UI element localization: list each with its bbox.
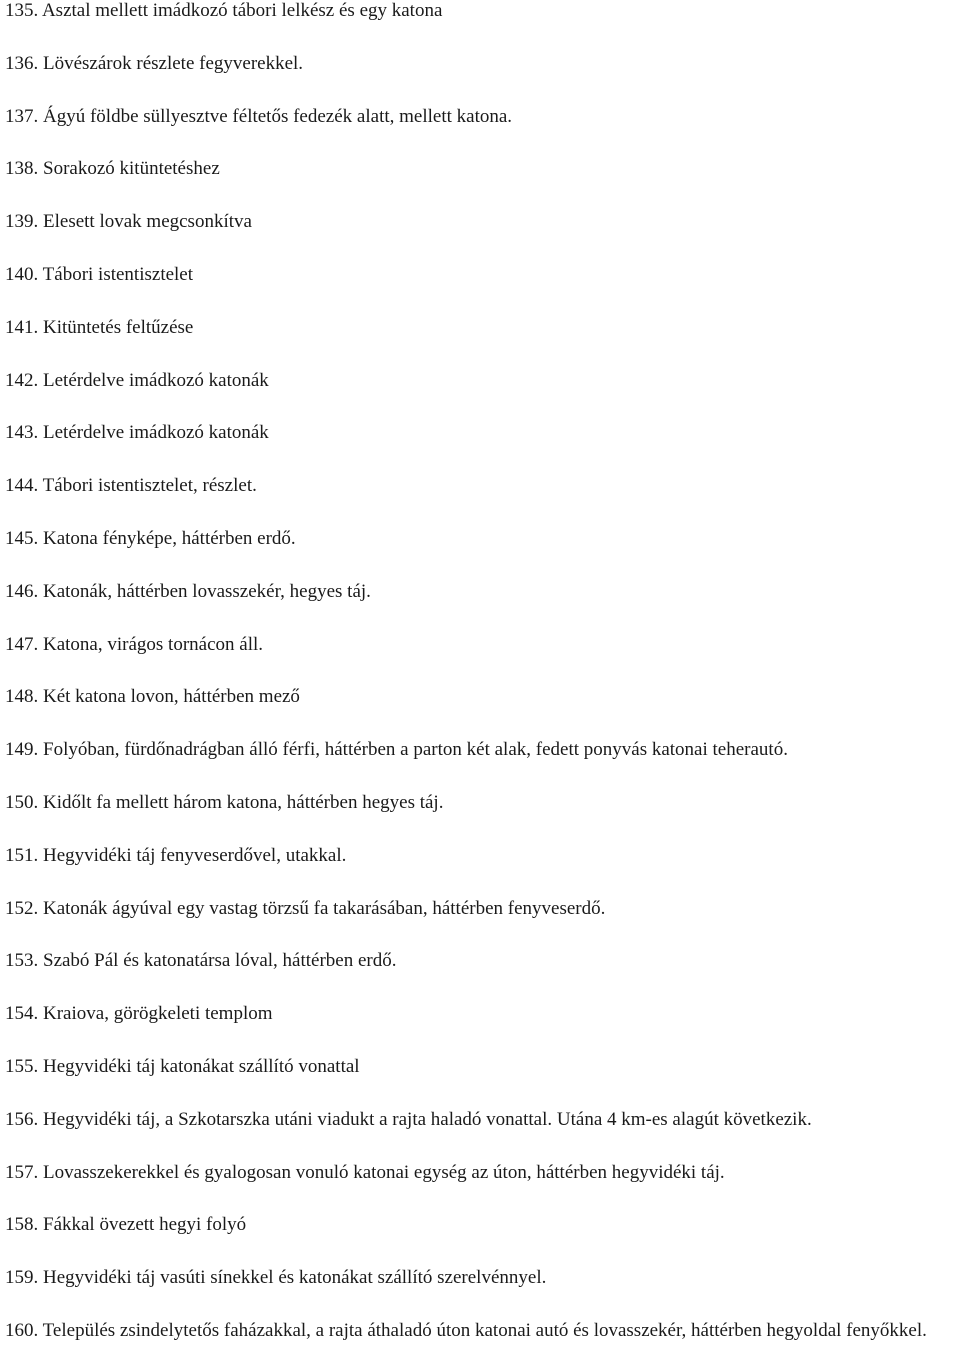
caption-entry-160: 160. Település zsindelytetős faházakkal, a rajta áthaladó úton katonai autó és lovasszekér, háttérben hegyoldal fenyőkkel.	[5, 1319, 927, 1341]
caption-entry-159: 159. Hegyvidéki táj vasúti sínekkel és katonákat szállító szerelvénnyel.	[5, 1267, 547, 1289]
caption-list	[5, 0, 960, 1371]
caption-entry-147: 147. Katona, virágos tornácon áll.	[5, 633, 264, 655]
caption-entry-141: 141. Kitüntetés feltűzése	[5, 316, 194, 338]
caption-entry-150: 150. Kidőlt fa mellett három katona, háttérben hegyes táj.	[5, 791, 444, 813]
caption-entry-140: 140. Tábori istentisztelet	[5, 263, 194, 285]
caption-entry-151: 151. Hegyvidéki táj fenyveserdővel, utakkal.	[5, 844, 347, 866]
caption-entry-157: 157. Lovasszekerekkel és gyalogosan vonuló katonai egység az úton, háttérben hegyvidéki táj.	[5, 1161, 725, 1183]
caption-entry-143: 143. Letérdelve imádkozó katonák	[5, 422, 269, 444]
caption-entry-153: 153. Szabó Pál és katonatársa lóval, háttérben erdő.	[5, 950, 397, 972]
caption-entry-139: 139. Elesett lovak megcsonkítva	[5, 211, 252, 233]
caption-entry-155: 155. Hegyvidéki táj katonákat szállító vonattal	[5, 1055, 360, 1077]
caption-entry-148: 148. Két katona lovon, háttérben mező	[5, 686, 300, 708]
caption-entry-138: 138. Sorakozó kitüntetéshez	[5, 158, 220, 180]
caption-entry-136: 136. Lövészárok részlete fegyverekkel.	[5, 52, 304, 74]
caption-entry-135: 135. Asztal mellett imádkozó tábori lelkész és egy katona	[5, 0, 443, 21]
caption-entry-156: 156. Hegyvidéki táj, a Szkotarszka utáni viadukt a rajta haladó vonattal. Utána 4 km-es alagút következik.	[5, 1108, 812, 1130]
caption-entry-158: 158. Fákkal övezett hegyi folyó	[5, 1214, 247, 1236]
caption-entry-145: 145. Katona fényképe, háttérben erdő.	[5, 527, 296, 549]
caption-entry-142: 142. Letérdelve imádkozó katonák	[5, 369, 269, 391]
caption-entry-152: 152. Katonák ágyúval egy vastag törzsű fa takarásában, háttérben fenyveserdő.	[5, 897, 606, 919]
caption-entry-144: 144. Tábori istentisztelet, részlet.	[5, 475, 257, 497]
caption-entry-137: 137. Ágyú földbe süllyesztve féltetős fedezék alatt, mellett katona.	[5, 105, 513, 127]
caption-entry-146: 146. Katonák, háttérben lovasszekér, hegyes táj.	[5, 580, 371, 602]
caption-entry-154: 154. Kraiova, görögkeleti templom	[5, 1003, 273, 1025]
caption-entry-149: 149. Folyóban, fürdőnadrágban álló férfi, háttérben a parton két alak, fedett ponyvás katonai teherautó.	[5, 739, 788, 761]
